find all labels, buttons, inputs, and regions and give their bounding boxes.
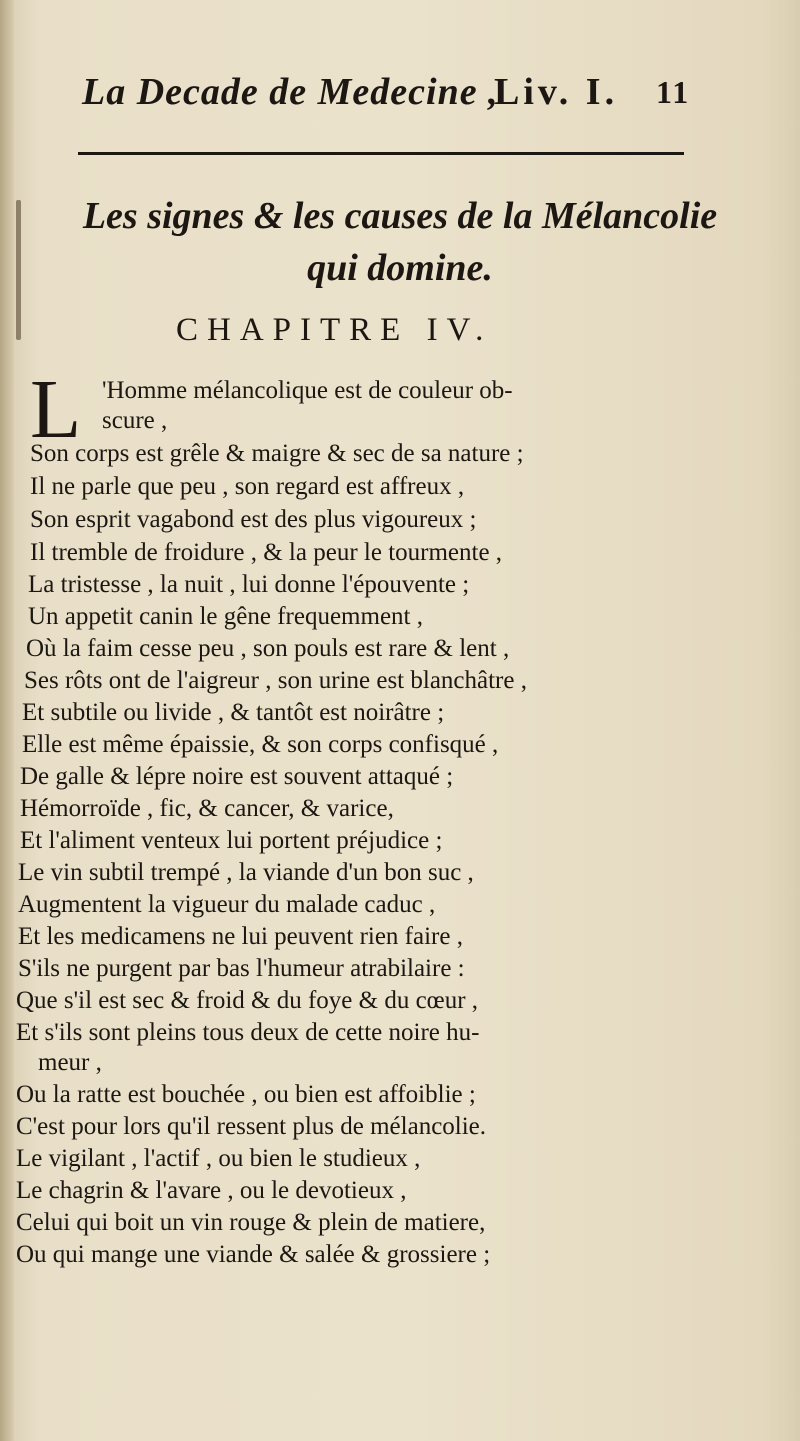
verse-line: Le vin subtil trempé , la viande d'un bon suc , bbox=[18, 859, 474, 886]
verse-line: Elle est même épaissie, & son corps confisqué , bbox=[22, 731, 499, 758]
spine-ink-mark bbox=[16, 200, 21, 340]
verse-line: Il ne parle que peu , son regard est affreux , bbox=[30, 473, 465, 500]
verse-line: Où la faim cesse peu , son pouls est rare & lent , bbox=[26, 635, 510, 662]
verse-line: Il tremble de froidure , & la peur le tourmente , bbox=[30, 539, 503, 566]
verse-line: Ses rôts ont de l'aigreur , son urine est blanchâtre , bbox=[24, 667, 527, 694]
verse-line: Ou qui mange une viande & salée & grossiere ; bbox=[16, 1241, 491, 1268]
section-heading-line-1: Les signes & les causes de la Mélancolie bbox=[82, 195, 718, 237]
verse-line: Celui qui boit un vin rouge & plein de matiere, bbox=[16, 1209, 486, 1236]
verse-line: Le vigilant , l'actif , ou bien le studieux , bbox=[16, 1145, 421, 1172]
verse-line: La tristesse , la nuit , lui donne l'épouvente ; bbox=[28, 571, 470, 598]
header-rule bbox=[78, 152, 684, 155]
verse-line: Et s'ils sont pleins tous deux de cette noire hu- bbox=[16, 1019, 480, 1046]
verse-line: Un appetit canin le gêne frequemment , bbox=[28, 603, 423, 630]
page-spine-shadow bbox=[0, 0, 14, 1441]
running-head-book: Liv. I. bbox=[494, 71, 619, 113]
chapter-title: CHAPITRE IV. bbox=[176, 312, 493, 348]
verse-line: C'est pour lors qu'il ressent plus de mélancolie. bbox=[16, 1113, 487, 1140]
verse-line: scure , bbox=[102, 407, 168, 434]
running-head-title: La Decade de Medecine , bbox=[82, 71, 499, 113]
verse-line: Le chagrin & l'avare , ou le devotieux , bbox=[16, 1177, 407, 1204]
verse-line: S'ils ne purgent par bas l'humeur atrabilaire : bbox=[18, 955, 465, 982]
page-number: 11 bbox=[656, 74, 691, 110]
section-heading bbox=[30, 190, 770, 294]
verse-line: Et subtile ou livide , & tantôt est noirâtre ; bbox=[22, 699, 445, 726]
verse-line: De galle & lépre noire est souvent attaqué ; bbox=[20, 763, 454, 790]
verse-line: Hémorroïde , fic, & cancer, & varice, bbox=[20, 795, 394, 822]
running-head bbox=[82, 70, 702, 130]
section-heading-line-2: qui domine. bbox=[307, 247, 493, 289]
verse-line: Augmentent la vigueur du malade caduc , bbox=[18, 891, 436, 918]
drop-cap: L bbox=[30, 363, 82, 456]
verse-line: Son esprit vagabond est des plus vigoureux ; bbox=[30, 506, 477, 533]
verse-line: Et l'aliment venteux lui portent préjudice ; bbox=[20, 827, 443, 854]
verse-line: Ou la ratte est bouchée , ou bien est affoiblie ; bbox=[16, 1081, 476, 1108]
verse-line: Et les medicamens ne lui peuvent rien faire , bbox=[18, 923, 463, 950]
verse-line: meur , bbox=[38, 1049, 102, 1076]
verse-line: Son corps est grêle & maigre & sec de sa nature ; bbox=[30, 440, 524, 467]
verse-line: 'Homme mélancolique est de couleur ob- bbox=[102, 377, 513, 404]
verse-line: Que s'il est sec & froid & du foye & du cœur , bbox=[16, 987, 479, 1014]
